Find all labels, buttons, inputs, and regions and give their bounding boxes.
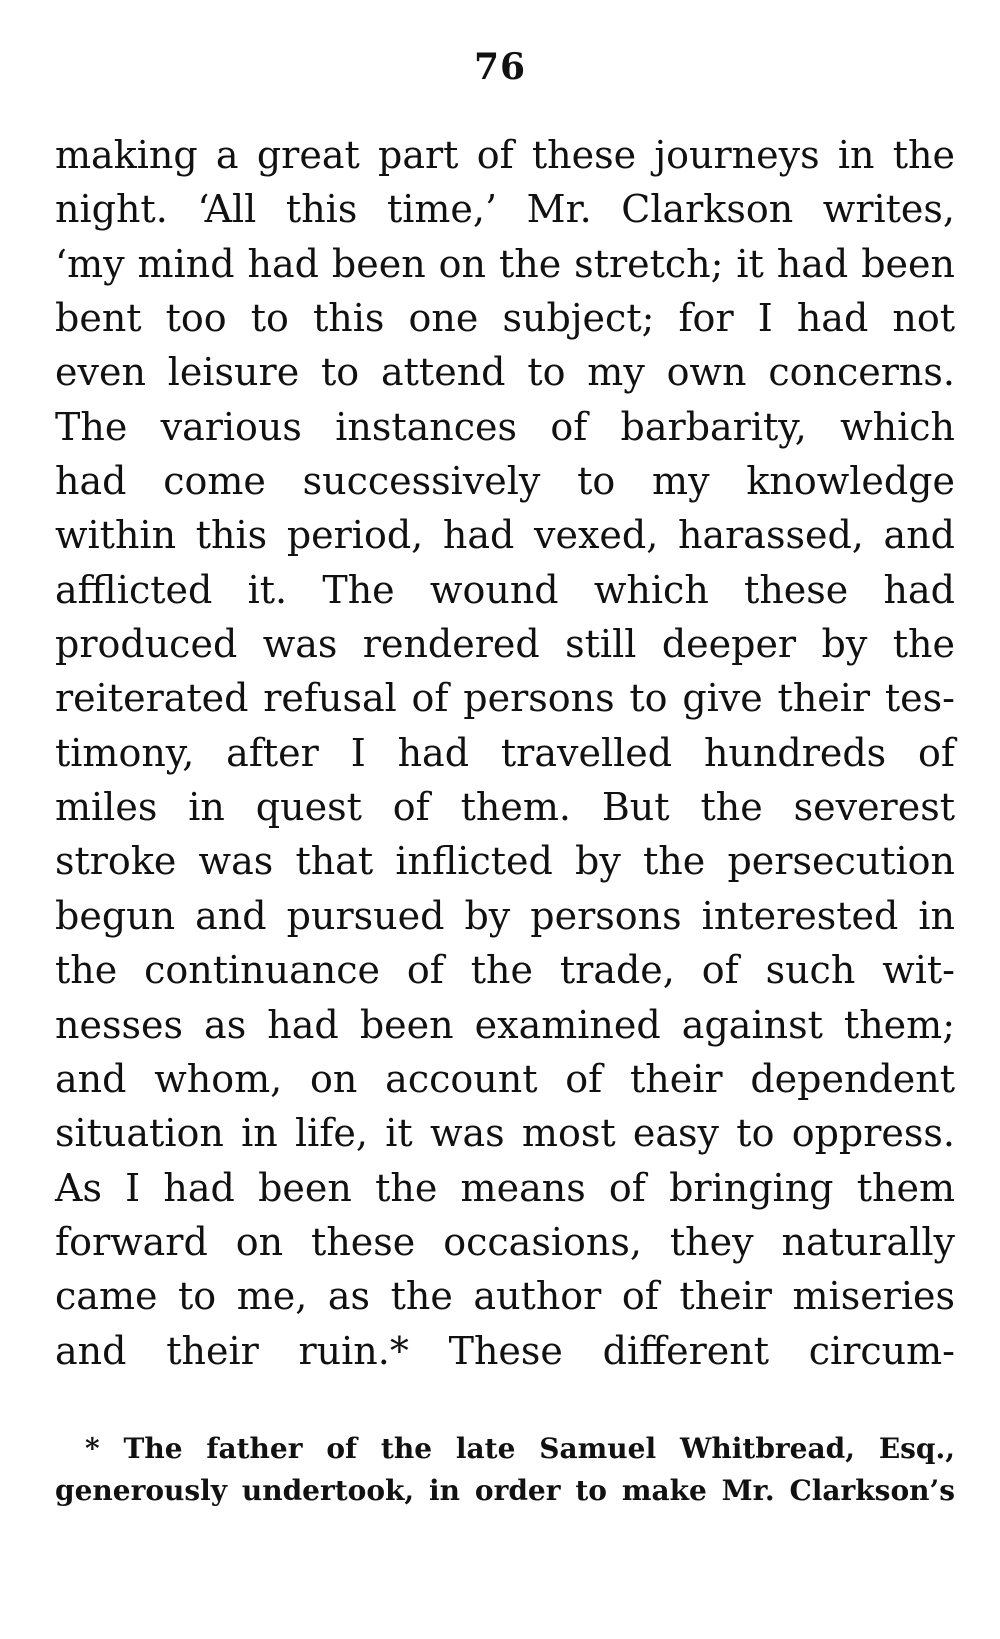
text-line: bent too to this one subject; for I had not xyxy=(55,296,955,341)
text-line: The various instances of barbarity, which xyxy=(55,404,955,449)
text-line: nesses as had been examined against them; xyxy=(55,1002,955,1047)
text-line: came to me, as the author of their miseries xyxy=(55,1274,955,1319)
text-line: night. ‘All this time,’ Mr. Clarkson writes, xyxy=(55,187,955,232)
body-text xyxy=(55,128,955,1378)
text-line: reiterated refusal of persons to give their tes- xyxy=(55,676,955,721)
text-line: making a great part of these journeys in the xyxy=(55,133,955,177)
text-line: stroke was that inflicted by the persecution xyxy=(55,839,955,884)
text-line: within this period, had vexed, harassed, and xyxy=(55,513,955,558)
footnote-line: generously undertook, in order to make Mr. Clarkson’s xyxy=(55,1474,955,1507)
text-line: produced was rendered still deeper by the xyxy=(55,622,955,667)
text-line: ‘my mind had been on the stretch; it had been xyxy=(55,241,955,286)
text-line: miles in quest of them. But the severest xyxy=(55,785,955,830)
text-line: and whom, on account of their dependent xyxy=(55,1056,955,1101)
page-number: 76 xyxy=(473,46,527,88)
text-line: had come successively to my knowledge xyxy=(55,459,955,504)
text-line: timony, after I had travelled hundreds of xyxy=(55,730,955,775)
text-line: afflicted it. The wound which these had xyxy=(55,567,955,612)
footnote xyxy=(55,1428,955,1512)
text-line: situation in life, it was most easy to oppress. xyxy=(55,1111,955,1156)
text-line: even leisure to attend to my own concerns. xyxy=(55,350,955,395)
text-line: begun and pursued by persons interested in xyxy=(55,893,955,938)
footnote-line: * The father of the late Samuel Whitbread, Esq., xyxy=(85,1432,955,1465)
text-line: and their ruin.* These different circum- xyxy=(55,1328,955,1373)
text-line: forward on these occasions, they naturally xyxy=(55,1219,955,1264)
text-line: As I had been the means of bringing them xyxy=(55,1165,955,1210)
text-line: the continuance of the trade, of such wit- xyxy=(55,948,955,993)
